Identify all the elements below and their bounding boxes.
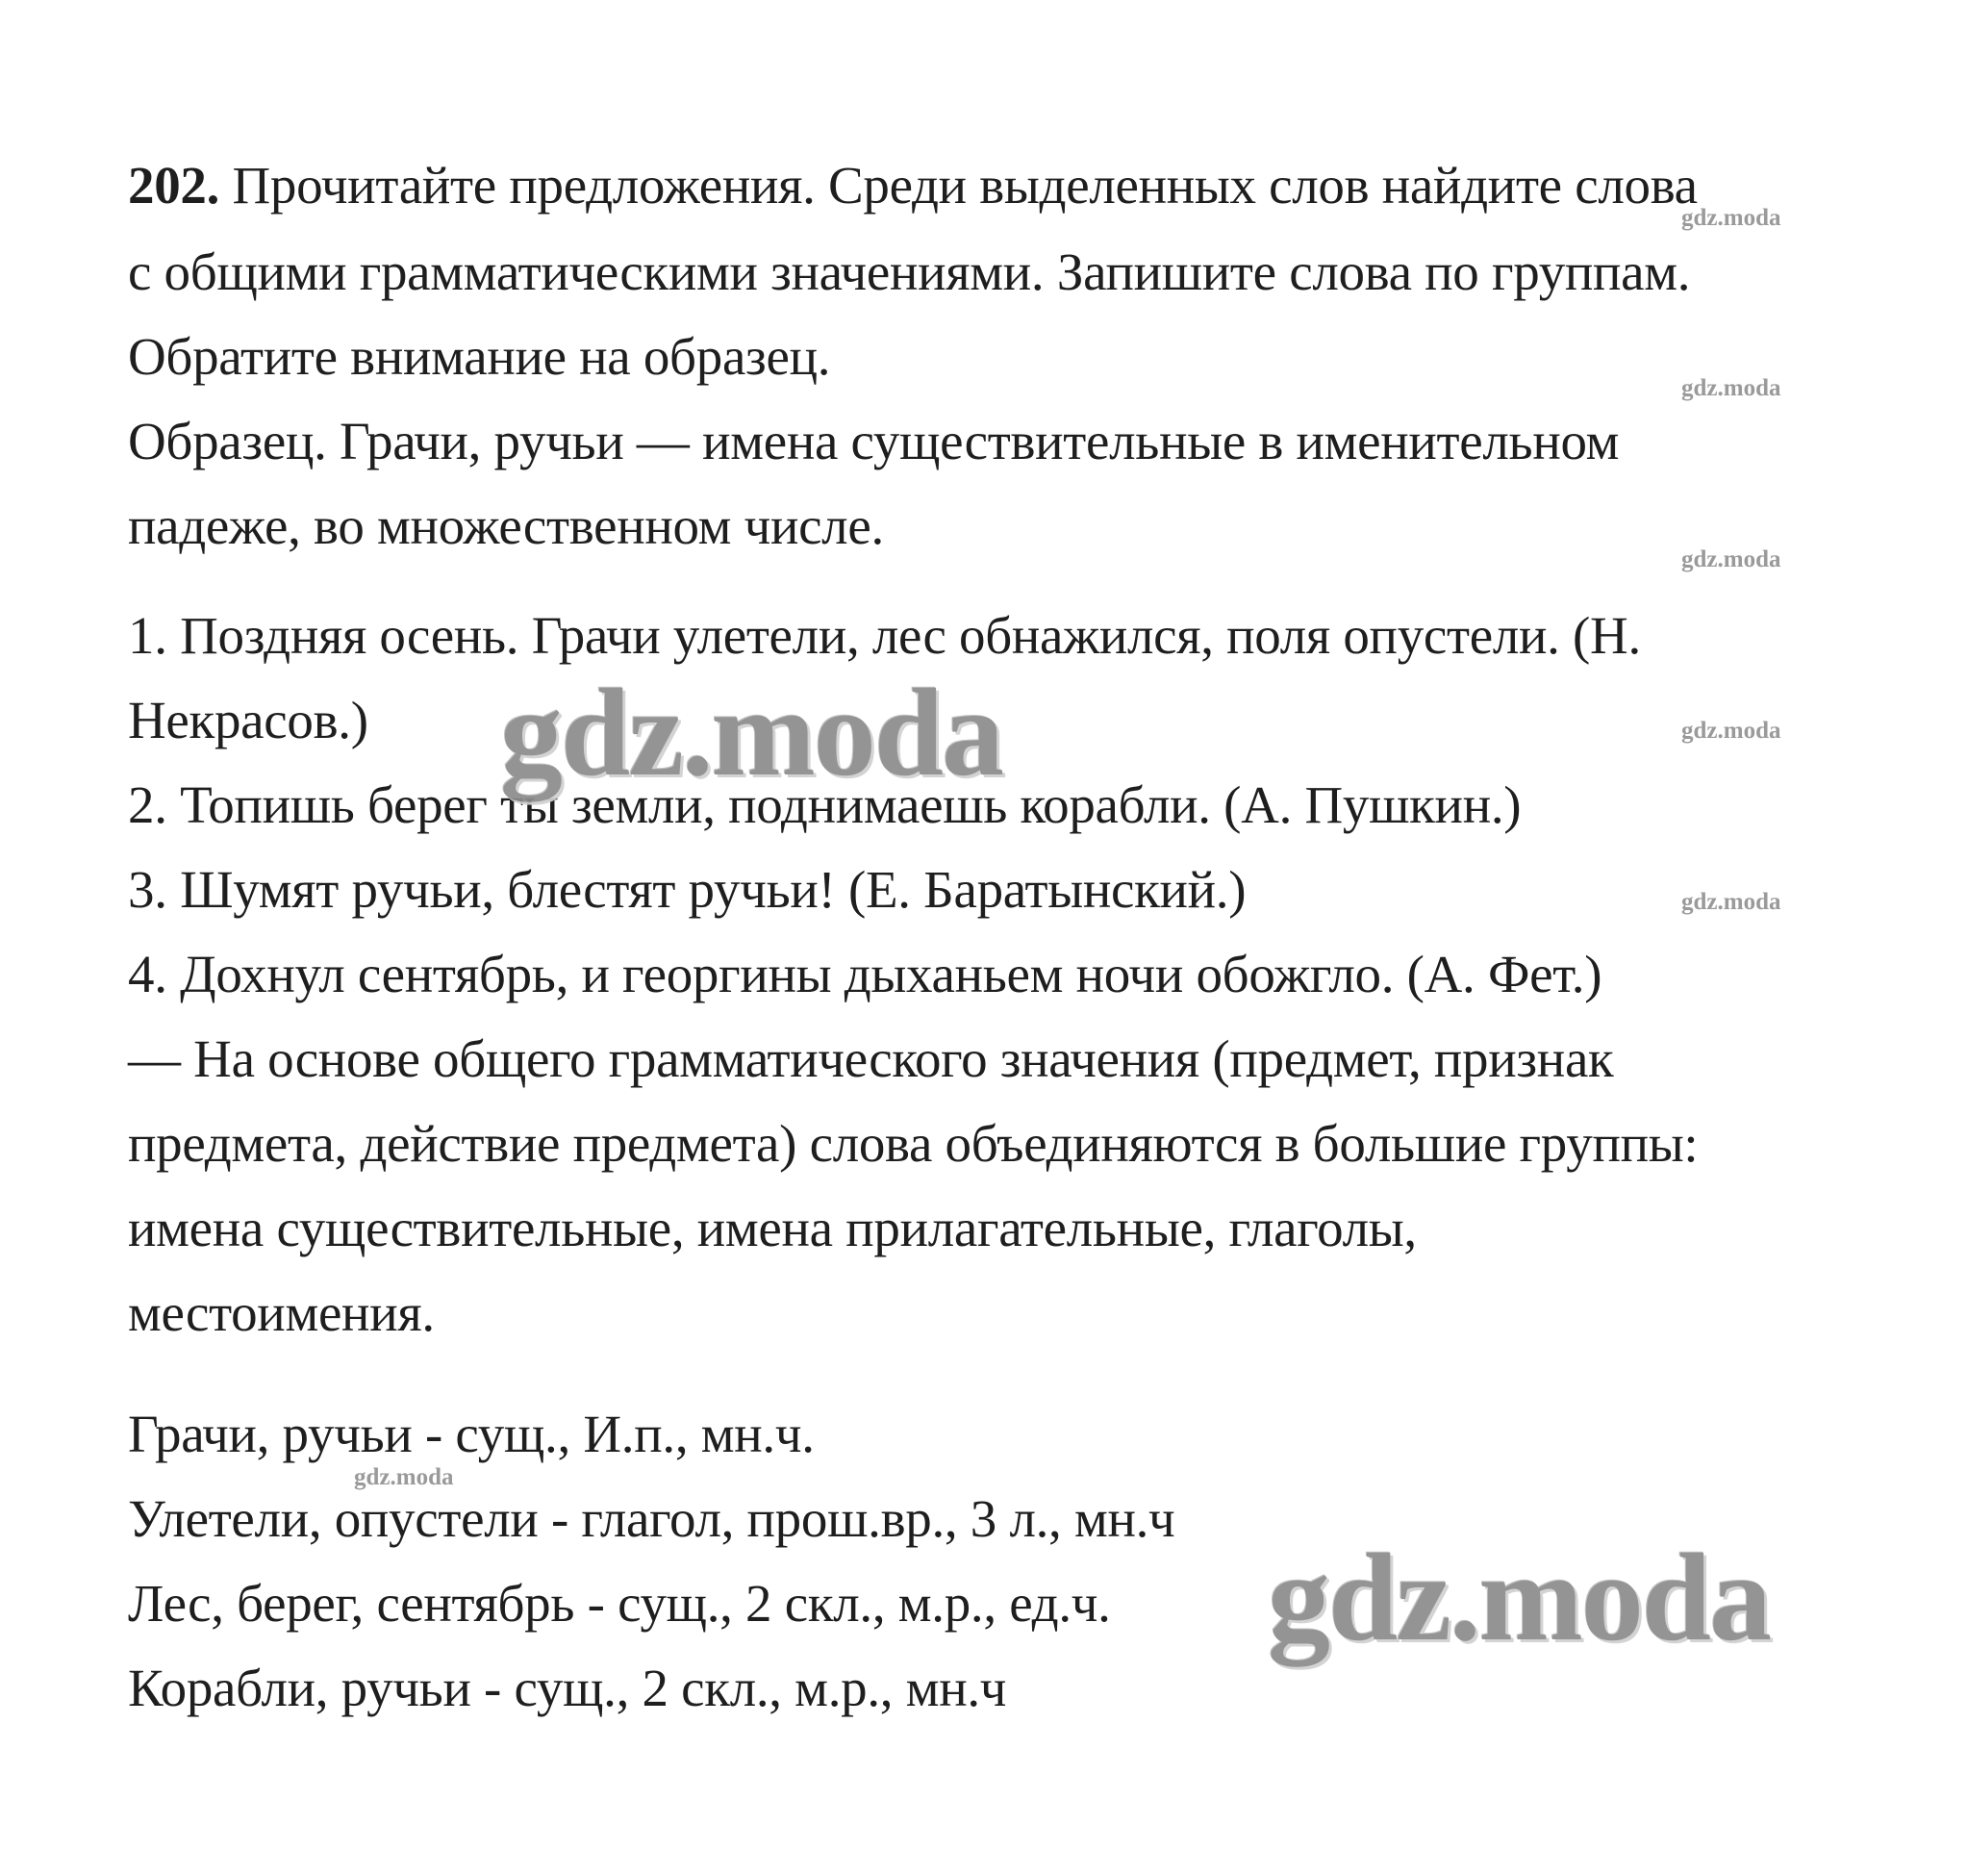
watermark-large: gdz.moda (500, 664, 1003, 802)
task-instruction-line-2: с общими грамматическими значениями. Запишите слова по группам. (128, 242, 1691, 301)
note-line-2: предмета, действие предмета) слова объединяются в большие группы: (128, 1114, 1699, 1173)
sample-line-1: Образец. Грачи, ручьи — имена существительные в именительном (128, 412, 1620, 470)
note-line-4: местоимения. (128, 1283, 435, 1342)
watermark-small: gdz.moda (1681, 718, 1781, 744)
sentence-line-2: Некрасов.) (128, 691, 368, 749)
watermark-small: gdz.moda (1681, 546, 1781, 572)
answer-line-1: Грачи, ручьи - сущ., И.п., мн.ч. (128, 1405, 815, 1463)
task-number: 202. (128, 156, 220, 215)
sentence-line-5: 4. Дохнул сентябрь, и георгины дыханьем ночи обожгло. (А. Фет.) (128, 945, 1602, 1003)
note-line-1: — На основе общего грамматического значения (предмет, признак (128, 1029, 1614, 1088)
answer-line-4: Корабли, ручьи - сущ., 2 скл., м.р., мн.ч (128, 1659, 1007, 1717)
instruction-text-1: Прочитайте предложения. Среди выделенных слов найдите слова (232, 156, 1698, 215)
sentence-line-3: 2. Топишь берег ты земли, поднимаешь корабли. (А. Пушкин.) (128, 775, 1522, 834)
watermark-small: gdz.moda (1681, 889, 1781, 915)
watermark-small: gdz.moda (1681, 205, 1781, 231)
note-line-3: имена существительные, имена прилагательные, глаголы, (128, 1199, 1417, 1257)
task-instruction-line-1 (128, 156, 1698, 215)
sentence-line-1: 1. Поздняя осень. Грачи улетели, лес обнажился, поля опустели. (Н. (128, 606, 1641, 665)
watermark-small: gdz.moda (1681, 375, 1781, 401)
answer-line-3: Лес, берег, сентябрь - сущ., 2 скл., м.р., ед.ч. (128, 1574, 1111, 1633)
watermark-small: gdz.moda (354, 1464, 454, 1490)
answer-line-2: Улетели, опустели - глагол, прош.вр., 3 л., мн.ч (128, 1489, 1175, 1548)
sentence-line-4: 3. Шумят ручьи, блестят ручьи! (Е. Баратынский.) (128, 860, 1247, 919)
watermark-large: gdz.moda (1268, 1529, 1771, 1667)
sample-line-2: падеже, во множественном числе. (128, 496, 884, 555)
task-instruction-line-3: Обратите внимание на образец. (128, 327, 831, 386)
